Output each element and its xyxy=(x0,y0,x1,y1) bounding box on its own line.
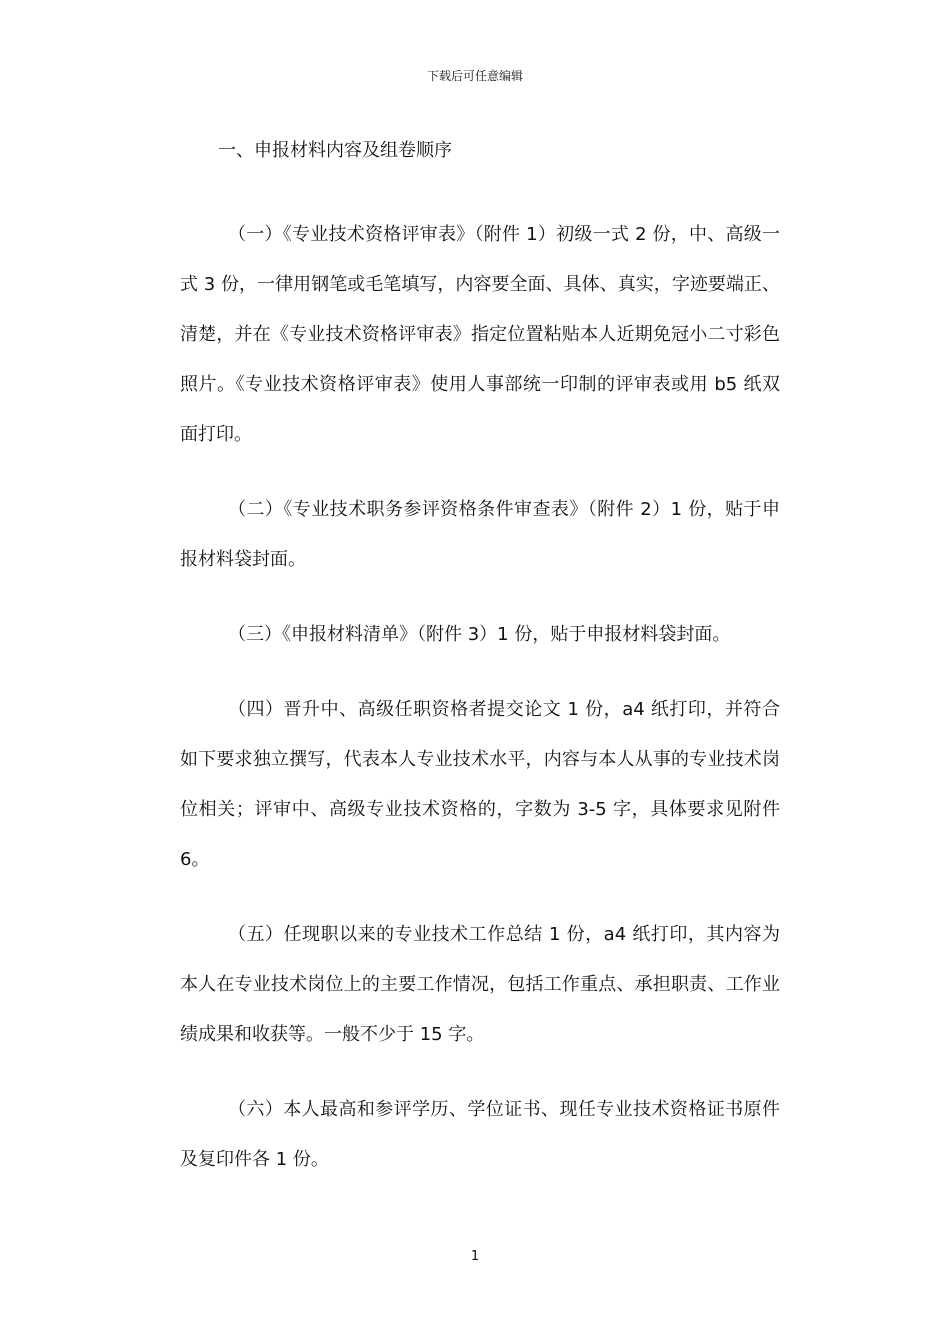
document-body xyxy=(180,136,780,1185)
spacer xyxy=(180,885,780,910)
spacer xyxy=(180,460,780,485)
spacer xyxy=(180,1060,780,1085)
paragraph-1: （一）《专业技术资格评审表》（附件 1）初级一式 2 份，中、高级一式 3 份，一律用钢笔或毛笔填写，内容要全面、具体、真实，字迹要端正、清楚，并在《专业技术资格评审表》指定位置粘贴本人近期免冠小二寸彩色照片。《专业技术资格评审表》使用人事部统一印制的评审表或用 b5 纸双面打印。 xyxy=(180,224,780,445)
page-number: 1 xyxy=(470,1249,480,1264)
paragraph-5: （五）任现职以来的专业技术工作总结 1 份，a4 纸打印，其内容为本人在专业技术岗位上的主要工作情况，包括工作重点、承担职责、工作业绩成果和收获等。一般不少于 15 字。 xyxy=(180,924,780,1045)
paragraph-4: （四）晋升中、高级任职资格者提交论文 1 份，a4 纸打印，并符合如下要求独立撰写，代表本人专业技术水平，内容与本人从事的专业技术岗位相关；评审中、高级专业技术资格的，字数为 3-5 字，具体要求见附件 6。 xyxy=(180,699,780,870)
spacer xyxy=(180,660,780,685)
page-header: 下载后可任意编辑 xyxy=(426,69,523,83)
section-heading: 一、申报材料内容及组卷顺序 xyxy=(218,140,452,161)
paragraph-2: （二）《专业技术职务参评资格条件审查表》（附件 2）1 份，贴于申报材料袋封面。 xyxy=(180,499,780,570)
paragraph-6: （六）本人最高和参评学历、学位证书、现任专业技术资格证书原件及复印件各 1 份。 xyxy=(180,1099,780,1170)
paragraph-3: （三）《申报材料清单》（附件 3）1 份，贴于申报材料袋封面。 xyxy=(228,624,731,645)
spacer xyxy=(180,166,780,210)
spacer xyxy=(180,585,780,610)
